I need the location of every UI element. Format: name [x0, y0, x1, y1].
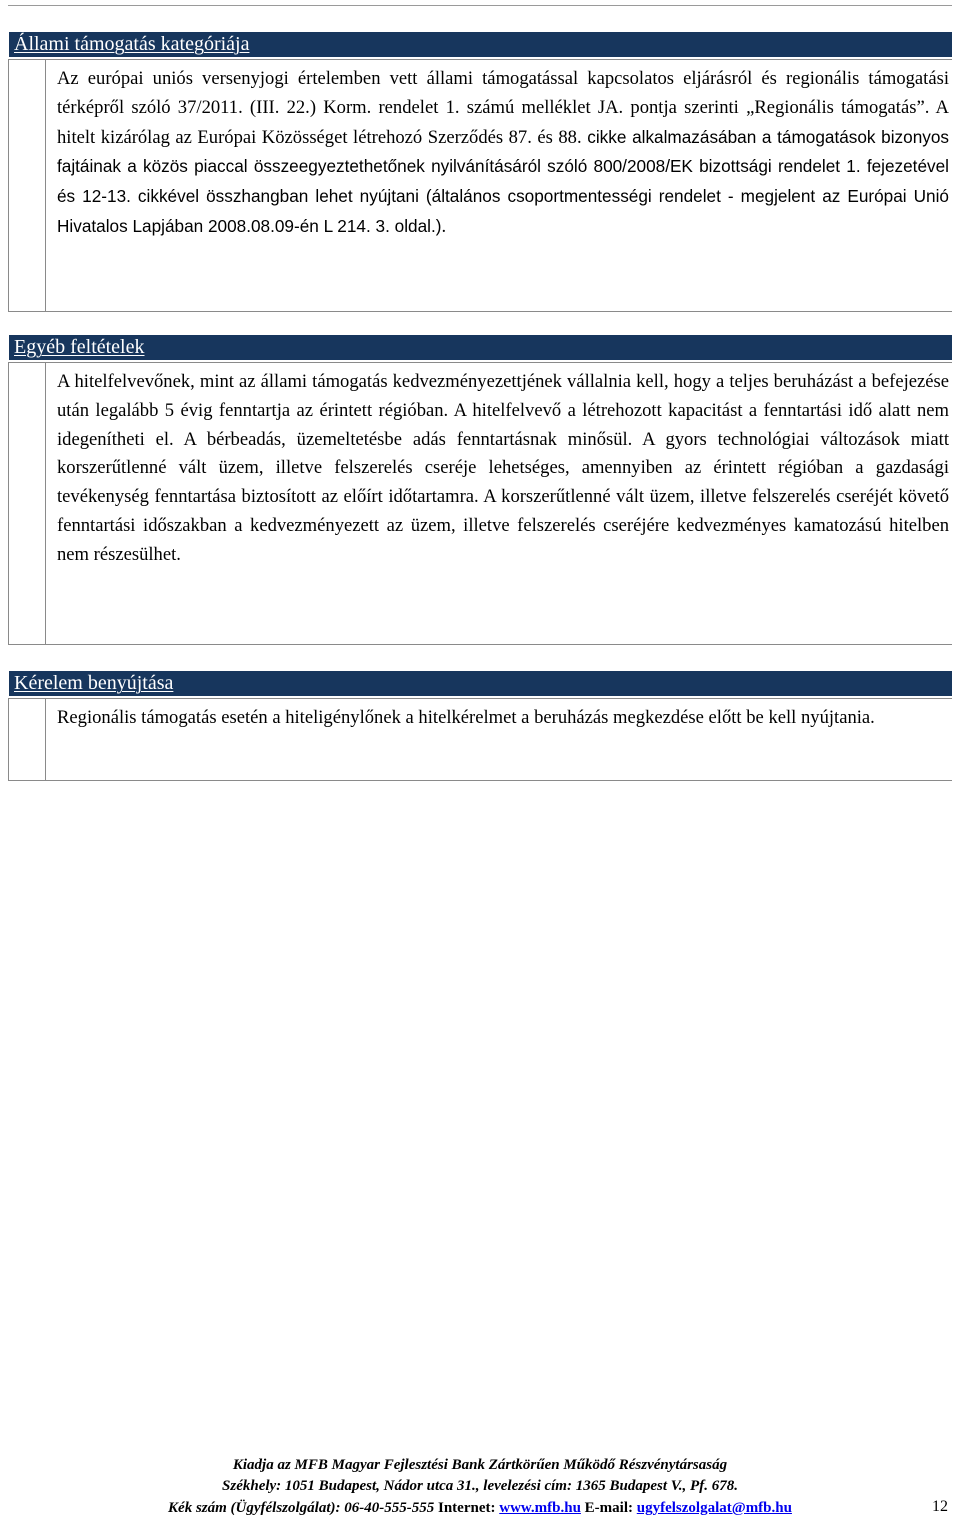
paragraph-part-1: Az európai uniós versenyjogi értelemben vett állami támogatással kapcsolatos eljárásról és regionális támogatási térképről szóló 37/2011. (III. 22.) Korm. rendelet 1. számú melléklet JA. pontja szerinti „Regionális támogatás”. A hitelt kizárólag az Európai Közösséget létrehozó Szerződés 87. és 88. — [57, 68, 949, 148]
section-title: Állami támogatás kategóriája — [14, 33, 250, 55]
section-title: Egyéb feltételek — [14, 336, 145, 358]
column-divider — [45, 60, 46, 311]
footer-address: Székhely: 1051 Budapest, Nádor utca 31., levelezési cím: 1365 Budapest V., Pf. 678. — [222, 1478, 738, 1494]
footer-contact — [0, 1498, 960, 1518]
footer-publisher: Kiadja az MFB Magyar Fejlesztési Bank Zártkörűen Működő Részvénytársaság — [232, 1457, 728, 1473]
footer-email-label: E-mail: — [580, 1500, 637, 1516]
page-number: 12 — [932, 1498, 948, 1515]
section-header-allami-tamogatas — [9, 32, 952, 57]
email-link[interactable]: ugyfelszolgalat@mfb.hu — [636, 1500, 792, 1516]
paragraph-part-3: . — [441, 215, 447, 237]
website-link[interactable]: www.mfb.hu — [499, 1500, 581, 1516]
column-divider — [45, 699, 46, 780]
section-header-egyeb-feltetelek — [9, 335, 952, 360]
section-title: Kérelem benyújtása — [14, 672, 174, 694]
section-header-kerelem-benyujtasa — [9, 671, 952, 696]
footer-phone: Kék szám (Ügyfélszolgálat): 06-40-555-555 — [168, 1500, 438, 1516]
top-rule — [8, 5, 952, 6]
section-body-kerelem-benyujtasa — [8, 698, 952, 781]
footer-internet-label: Internet: — [438, 1500, 500, 1516]
section-paragraph — [57, 65, 949, 242]
paragraph-part-2: cikke alkalmazásában a támogatások bizonyos fajtáinak a közös piaccal összeegyeztethetőnek nyilvánításáról szóló 800/2008/EK bizottsági rendelet 1. fejezetével és 12-13. cikkével összhangban lehet nyújtani (általános csoportmentességi rendelet - megjelent az Európai Unió Hivatalos Lapjában 2008.08.09-én L 214. 3. oldal.) — [57, 126, 949, 236]
section-body-egyeb-feltetelek — [8, 362, 952, 645]
section-body-allami-tamogatas — [8, 59, 952, 312]
column-divider — [45, 363, 46, 644]
section-paragraph: A hitelfelvevőnek, mint az állami támogatás kedvezményezettjének vállalnia kell, hogy a teljes beruházást a befejezése után legalább 5 évig fenntartja az érintett régióban. A hitelfelvevő a létrehozott kapacitást a fenntartási idő alatt nem idegenítheti el. A bérbeadás, üzemeltetésbe adás fenntartásnak minősül. A gyors technológiai változások miatt korszerűtlenné vált üzem, illetve felszerelés cseréje lehetséges, amennyiben az érintett régióban a gazdasági tevékenység fenntartása biztosított az előírt időtartamra. A korszerűtlenné vált üzem, illetve felszerelés cseréjét követő fenntartási időszakban a kedvezményezett az üzem, illetve felszerelés cseréjére kedvezményes kamatozású hitelben nem részesülhet. — [57, 371, 949, 565]
section-paragraph: Regionális támogatás esetén a hiteligénylőnek a hitelkérelmet a beruházás megkezdése előtt be kell nyújtania. — [57, 707, 875, 728]
